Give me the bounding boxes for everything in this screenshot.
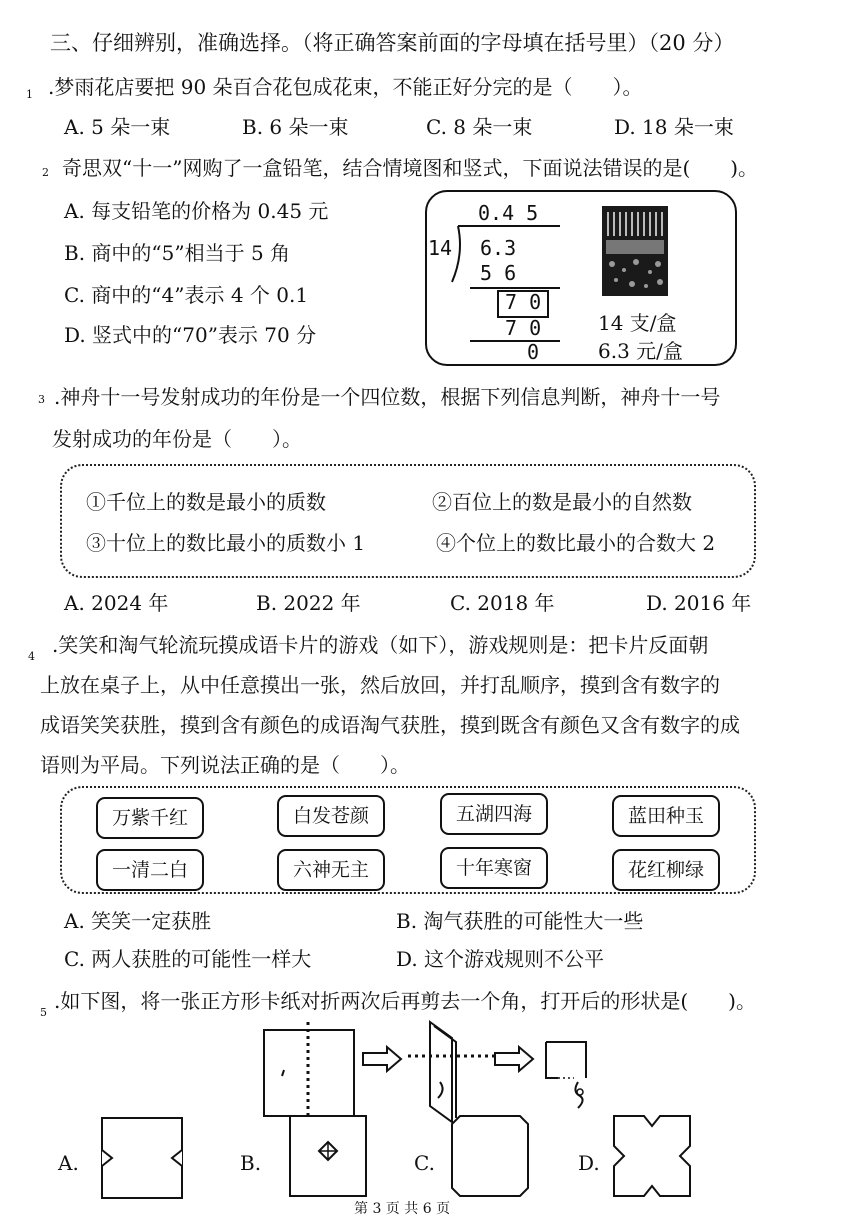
- q4-line4: 语则为平局。下列说法正确的是（ ）。: [40, 753, 410, 777]
- idiom-card-2: 白发苍颜: [277, 795, 385, 837]
- pencil-box-image: [602, 206, 668, 296]
- q3-clue-4: ④个位上的数比最小的合数大 2: [436, 531, 716, 555]
- pencil-box-count: 14 支/盒: [598, 311, 677, 335]
- q4-option-d: D. 这个游戏规则不公平: [396, 947, 605, 971]
- idiom-card-3: 五湖四海: [440, 793, 548, 835]
- idiom-card-8: 花红柳绿: [612, 849, 720, 891]
- idiom-card-1: 万紫千红: [96, 797, 204, 839]
- division-quotient: 0.4 5: [478, 201, 539, 225]
- option-a-shape: [100, 1116, 184, 1200]
- q2-number: 2: [42, 166, 49, 179]
- right-arrow-icon-2: [494, 1046, 534, 1072]
- q5-option-c: C.: [414, 1151, 435, 1175]
- q5-option-b: B.: [240, 1151, 262, 1175]
- q3-option-c: C. 2018 年: [450, 591, 555, 615]
- q3-number: 3: [38, 393, 45, 406]
- division-remainder: 0: [527, 340, 540, 364]
- idiom-card-6: 六神无主: [277, 849, 385, 891]
- pencil-box-price: 6.3 元/盒: [598, 339, 683, 363]
- q4-option-b: B. 淘气获胜的可能性大一些: [396, 909, 644, 933]
- q3-clue-2: ②百位上的数是最小的自然数: [432, 490, 692, 514]
- q5-option-d: D.: [578, 1151, 600, 1175]
- q3-line1: .神舟十一号发射成功的年份是一个四位数，根据下列信息判断，神舟十一号: [54, 385, 721, 409]
- option-b-shape: [288, 1114, 368, 1198]
- q4-option-a: A. 笑笑一定获胜: [64, 909, 212, 933]
- option-c-shape: [450, 1114, 530, 1198]
- idiom-card-4: 蓝田种玉: [612, 795, 720, 837]
- q1-option-d: D. 18 朵一束: [614, 115, 734, 139]
- q3-clue-3: ③十位上的数比最小的质数小 1: [86, 531, 366, 555]
- fold-step-3-cut-square: [544, 1040, 592, 1112]
- q2-option-b: B. 商中的“5”相当于 5 角: [64, 241, 291, 265]
- q4-option-c: C. 两人获胜的可能性一样大: [64, 947, 312, 971]
- fold-step-1-square: [262, 1022, 358, 1118]
- q1-number: 1: [26, 88, 33, 101]
- q5-text: .如下图，将一张正方形卡纸对折两次后再剪去一个角，打开后的形状是( )。: [54, 989, 756, 1013]
- q3-option-a: A. 2024 年: [64, 591, 169, 615]
- q5-option-a: A.: [58, 1151, 79, 1175]
- page-footer: 第 3 页 共 6 页: [354, 1201, 451, 1217]
- q3-option-d: D. 2016 年: [646, 591, 752, 615]
- division-step2: 7 0: [505, 290, 542, 314]
- division-divisor: 14: [428, 236, 453, 260]
- q3-line2: 发射成功的年份是（ ）。: [52, 427, 302, 451]
- q3-clue-box: [60, 464, 756, 578]
- q4-line1: .笑笑和淘气轮流玩摸成语卡片的游戏（如下），游戏规则是：把卡片反面朝: [52, 633, 709, 657]
- section-heading: 三、仔细辨别，准确选择。（将正确答案前面的字母填在括号里）（20 分）: [50, 31, 735, 55]
- q3-option-b: B. 2022 年: [256, 591, 361, 615]
- q2-option-d: D. 竖式中的“70”表示 70 分: [64, 323, 317, 347]
- fold-step-2-rectangle: [408, 1018, 500, 1128]
- q2-option-c: C. 商中的“4”表示 4 个 0.1: [64, 283, 309, 307]
- q4-number: 4: [28, 650, 35, 663]
- division-step3: 7 0: [505, 316, 542, 340]
- q2-option-a: A. 每支铅笔的价格为 0.45 元: [64, 199, 329, 223]
- q5-number: 5: [40, 1006, 47, 1019]
- division-rule-2: [470, 340, 560, 342]
- q1-option-a: A. 5 朵一束: [64, 115, 171, 139]
- option-d-shape: [612, 1114, 692, 1198]
- right-arrow-icon: [362, 1046, 402, 1072]
- q1-option-b: B. 6 朵一束: [242, 115, 349, 139]
- division-step1: 5 6: [480, 261, 517, 285]
- idiom-card-5: 一清二白: [96, 849, 204, 891]
- division-dividend: 6.3: [480, 236, 517, 260]
- idiom-card-7: 十年寒窗: [440, 847, 548, 889]
- q3-clue-1: ①千位上的数是最小的质数: [86, 490, 326, 514]
- q1-text: .梦雨花店要把 90 朵百合花包成花束，不能正好分完的是（ ）。: [48, 75, 643, 99]
- q1-option-c: C. 8 朵一束: [426, 115, 533, 139]
- q2-text: 奇思双“十一”网购了一盒铅笔，结合情境图和竖式，下面说法错误的是( )。: [62, 156, 759, 180]
- q4-line3: 成语笑笑获胜，摸到含有颜色的成语淘气获胜，摸到既含有颜色又含有数字的成: [40, 713, 740, 737]
- q4-line2: 上放在桌子上，从中任意摸出一张，然后放回，并打乱顺序，摸到含有数字的: [40, 673, 720, 697]
